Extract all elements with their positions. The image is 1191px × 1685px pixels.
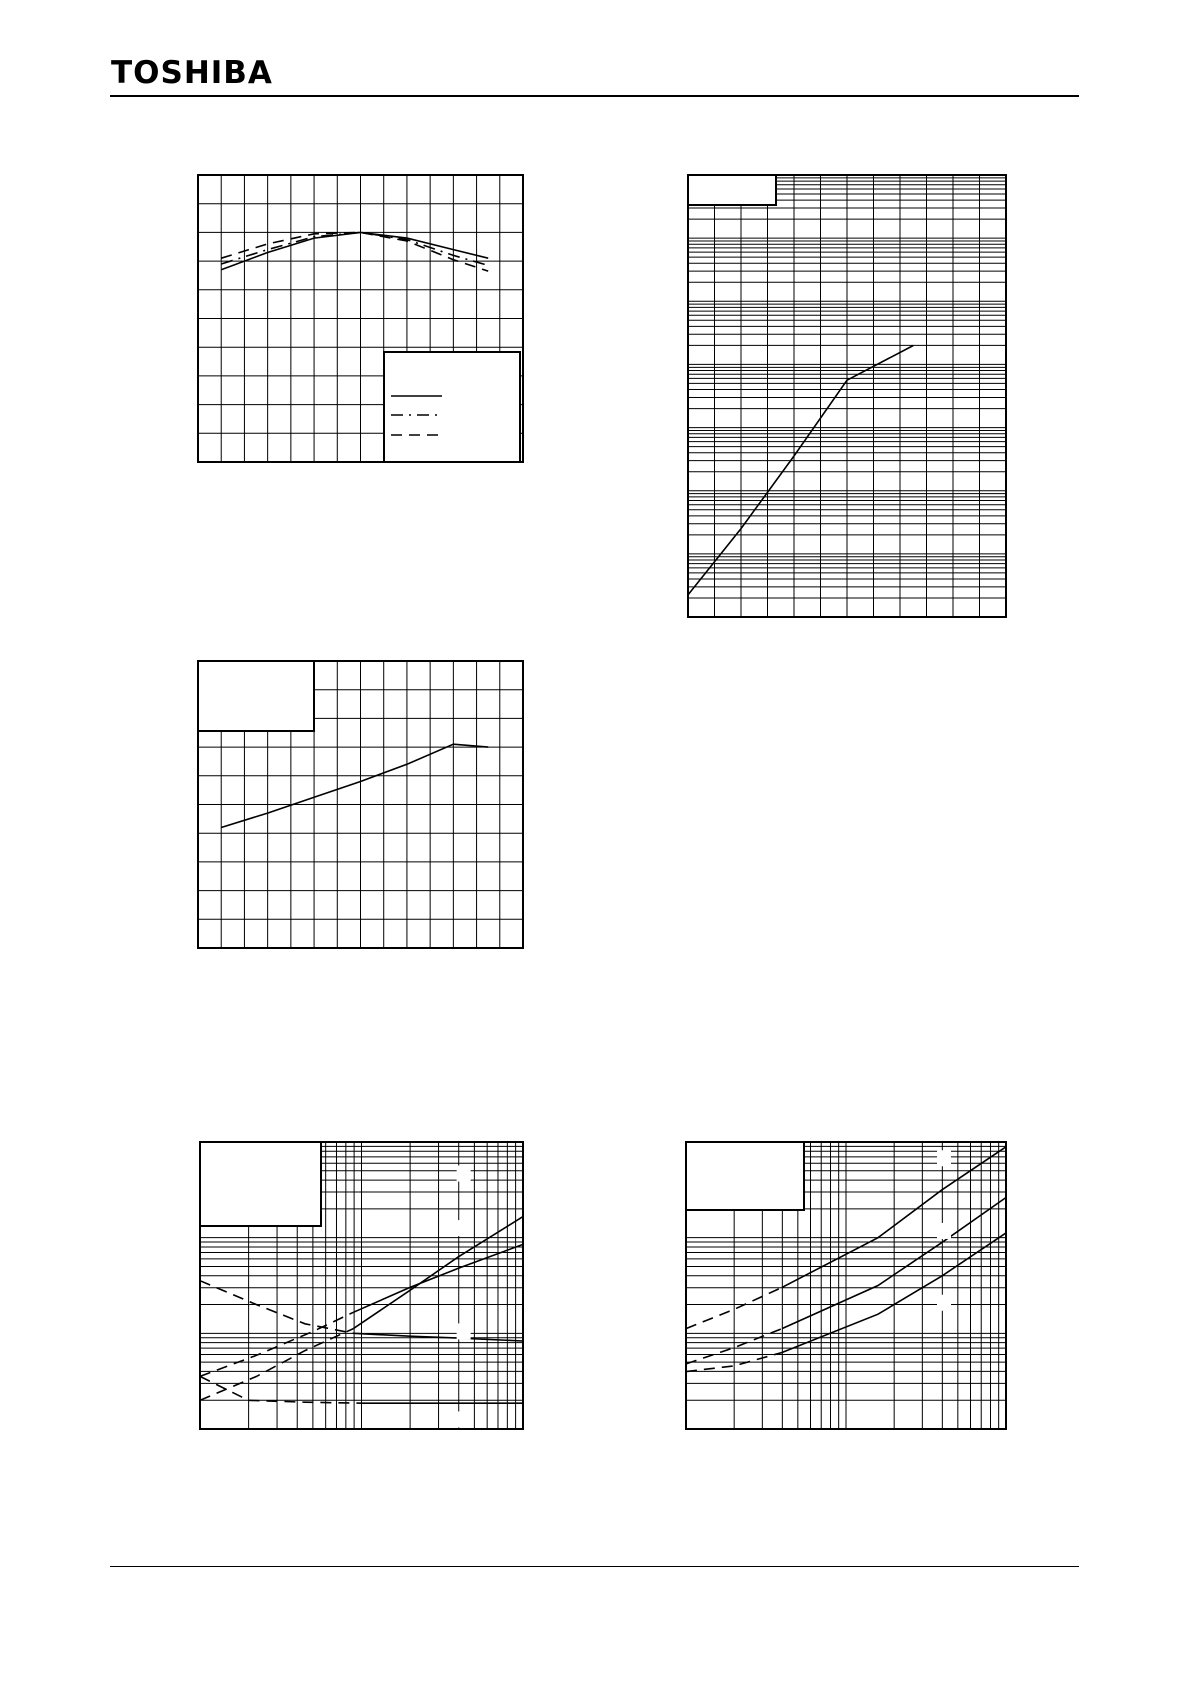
chart-a-series-3	[221, 232, 488, 271]
chart-d-curve-label-mark-3	[457, 1323, 471, 1339]
footer-rule	[110, 1566, 1079, 1567]
chart-e-curve-label-mark-3	[937, 1295, 951, 1311]
chart-a-legend	[384, 352, 520, 462]
toshiba-logo: TOSHIBA	[111, 55, 273, 91]
chart-a-series	[221, 232, 488, 271]
chart-d-label-box	[200, 1142, 321, 1226]
chart-b-grid	[688, 175, 1006, 617]
chart-c-series	[221, 744, 488, 827]
chart-b-label-box	[688, 175, 776, 205]
chart-d-curve-label-mark-1	[457, 1166, 471, 1182]
chart-b-series-1	[688, 346, 913, 595]
chart-b-series	[688, 346, 913, 595]
chart-c-label-box	[198, 661, 314, 731]
chart-c	[198, 661, 523, 948]
chart-b	[688, 175, 1006, 617]
chart-e-curve-label-mark-2	[937, 1223, 951, 1239]
chart-a-series-1	[221, 232, 488, 269]
chart-e-label-box	[686, 1142, 804, 1210]
chart-e-curve-label-mark-1	[937, 1150, 951, 1166]
header-rule	[110, 95, 1079, 97]
chart-d-curve-label-mark-2	[457, 1220, 471, 1236]
chart-d-curve-label-mark-4	[457, 1411, 471, 1427]
chart-d	[200, 1142, 523, 1429]
chart-c-series-1	[221, 744, 488, 827]
chart-a-legend-box	[384, 352, 520, 462]
chart-a	[198, 175, 523, 462]
chart-e	[686, 1142, 1006, 1429]
